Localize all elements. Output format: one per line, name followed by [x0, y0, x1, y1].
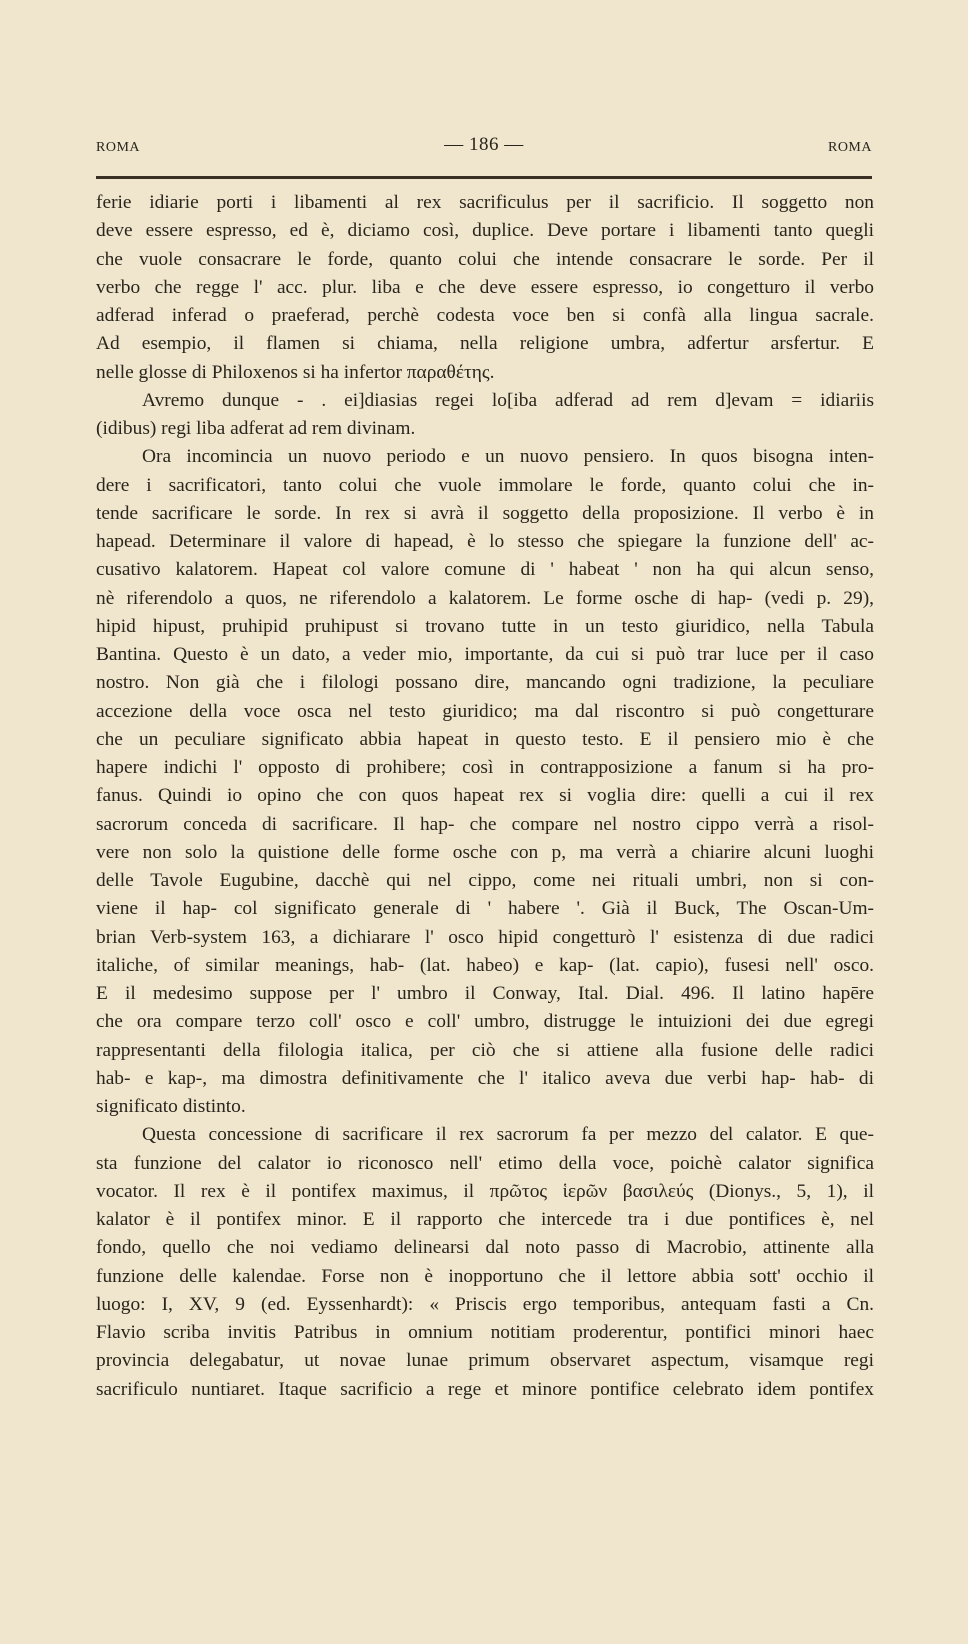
text-line: deve essere espresso, ed è, diciamo così, duplice. Deve portare i libamenti tanto quegli — [96, 220, 874, 242]
text-line: Bantina. Questo è un dato, a veder mio, importante, da cui si può trar luce per il caso — [96, 644, 874, 665]
text-line: hab- e kap-, ma dimostra definitivamente che l' italico aveva due verbi hap- hab- di — [96, 1067, 874, 1089]
text-line: hipid hipust, pruhipid pruhipust si trovano tutte in un testo giuridico, nella Tabula — [96, 615, 874, 637]
header-left-title: ROMA — [96, 140, 141, 155]
text-line: (idibus) regi liba adferat ad rem divinam. — [96, 418, 416, 439]
text-line: Avremo dunque - . ei]diasias regei lo[iba adferad ad rem d]evam = idiariis — [142, 389, 874, 411]
text-line: viene il hap- col significato generale di ' habere '. Già il Buck, The Oscan-Um- — [96, 898, 874, 920]
text-line: funzione delle kalendae. Forse non è inopportuno che il lettore abbia sott' occhio il — [96, 1265, 874, 1287]
text-line: nelle glosse di Philoxenos si ha infertor παραθέτης. — [96, 361, 495, 383]
text-line: vocator. Il rex è il pontifex maximus, il πρῶτος ἱερῶν βασιλεύς (Dionys., 5, 1), il — [96, 1180, 874, 1202]
text-line: sacrificulo nuntiaret. Itaque sacrificio a rege et minore pontifice celebrato idem pontifex — [96, 1378, 874, 1400]
header-right-title: ROMA — [827, 140, 872, 155]
text-line: Ora incomincia un nuovo periodo e un nuovo pensiero. In quos bisogna inten- — [142, 446, 874, 468]
text-line: rappresentanti della filologia italica, per ciò che si attiene alla fusione delle radici — [96, 1039, 874, 1061]
text-line: che un peculiare significato abbia hapeat in questo testo. E il pensiero mio è che — [96, 728, 874, 750]
body-text — [96, 189, 874, 1404]
text-line: che ora compare terzo coll' osco e coll' umbro, distrugge le intuizioni dei due egregi — [96, 1011, 874, 1033]
text-line: luogo: I, XV, 9 (ed. Eyssenhardt): « Priscis ergo temporibus, antequam fasti a Cn. — [96, 1293, 874, 1315]
text-line: E il medesimo suppose per l' umbro il Conway, Ital. Dial. 496. Il latino hapēre — [96, 983, 874, 1004]
text-line: nè riferendolo a quos, ne riferendolo a kalatorem. Le forme osche di hap- (vedi p. 29), — [96, 587, 874, 609]
text-line: verbo che regge l' acc. plur. liba e che deve essere espresso, io congetturo il verbo — [96, 276, 874, 298]
text-line: accezione della voce osca nel testo giuridico; ma dal riscontro si può congetturare — [96, 700, 874, 722]
text-line: sta funzione del calator io riconosco nell' etimo della voce, poichè calator significa — [96, 1152, 874, 1174]
text-line: dere i sacrificatori, tanto colui che vuole immolare le forde, quanto colui che in- — [96, 474, 874, 496]
text-line: Ad esempio, il flamen si chiama, nella religione umbra, adfertur arsfertur. E — [96, 333, 874, 355]
text-line: Questa concessione di sacrificare il rex sacrorum fa per mezzo del calator. E que- — [142, 1124, 874, 1146]
text-line: fanus. Quindi io opino che con quos hapeat rex si voglia dire: quelli a cui il rex — [96, 785, 874, 807]
text-line: delle Tavole Eugubine, dacchè qui nel cippo, come nei rituali umbri, non si con- — [96, 870, 874, 891]
text-line: sacrorum conceda di sacrificare. Il hap- che compare nel nostro cippo verrà a risol- — [96, 813, 874, 835]
text-line: provincia delegabatur, ut novae lunae primum observaret aspectum, visamque regi — [96, 1350, 874, 1372]
text-line: hapead. Determinare il valore di hapead, è lo stesso che spiegare la funzione dell' ac- — [96, 531, 874, 552]
running-header — [96, 136, 872, 160]
text-line: significato distinto. — [96, 1096, 246, 1117]
text-line: hapere indichi l' opposto di prohibere; così in contrapposizione a fanum si ha pro- — [96, 757, 874, 778]
header-rule — [96, 176, 872, 179]
text-line: brian Verb-system 163, a dichiarare l' osco hipid congetturò l' esistenza di due radici — [96, 926, 874, 948]
text-line: nostro. Non già che i filologi possano dire, mancando ogni tradizione, la peculiare — [96, 672, 874, 694]
text-line: Flavio scriba invitis Patribus in omnium notitiam proderentur, pontifici minori haec — [96, 1322, 874, 1343]
text-line: cusativo kalatorem. Hapeat col valore comune di ' habeat ' non ha qui alcun senso, — [96, 559, 874, 581]
text-line: ferie idiarie porti i libamenti al rex sacrificulus per il sacrificio. Il soggetto non — [96, 192, 874, 213]
text-line: italiche, of similar meanings, hab- (lat. habeo) e kap- (lat. capio), fusesi nell' osco. — [96, 954, 874, 976]
text-line: che vuole consacrare le forde, quanto colui che intende consacrare le sorde. Per il — [96, 248, 874, 270]
text-line: tende sacrificare le sorde. In rex si avrà il soggetto della proposizione. Il verbo è in — [96, 502, 874, 524]
text-line: adferad inferad o praeferad, perchè codesta voce ben si confà alla lingua sacrale. — [96, 305, 874, 326]
text-line: fondo, quello che noi vediamo delinearsi dal noto passo di Macrobio, attinente alla — [96, 1237, 874, 1259]
page-number: — 186 — — [444, 134, 524, 155]
text-line: kalator è il pontifex minor. E il rapporto che intercede tra i due pontifices è, nel — [96, 1209, 874, 1230]
text-line: vere non solo la quistione delle forme osche con p, ma verrà a chiarire alcuni luoghi — [96, 841, 874, 863]
